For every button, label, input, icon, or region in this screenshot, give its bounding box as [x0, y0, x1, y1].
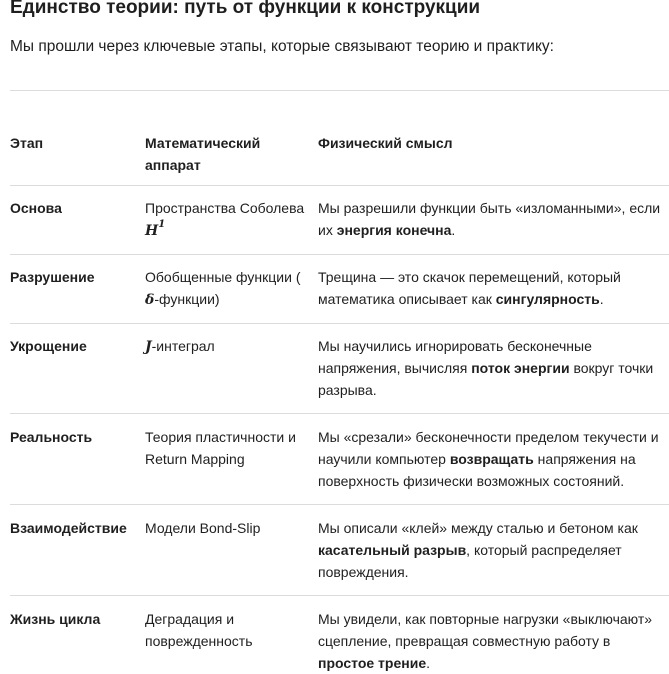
meaning-emphasis: энергия конечна — [336, 222, 452, 238]
math-cell — [145, 197, 310, 242]
meaning-emphasis: поток энергии — [471, 360, 570, 376]
math-text-suffix: -функции) — [154, 291, 220, 307]
header-stage: Этап — [10, 135, 44, 151]
meaning-emphasis: возвращать — [449, 451, 534, 467]
meaning-text-suffix: вокруг точки разрыва. — [318, 360, 654, 398]
meaning-text-suffix: , который распределяет повреждения. — [318, 542, 622, 580]
meaning-emphasis: сингулярность — [495, 291, 600, 307]
stage-cell: Реальность — [10, 429, 93, 445]
meaning-text: Мы разрешили функции быть «изломанными», если их — [318, 200, 661, 238]
math-text: Модели Bond-Slip — [145, 520, 261, 536]
meaning-cell — [318, 426, 669, 492]
meaning-text-suffix: . — [451, 222, 456, 238]
header-math: Математический аппарат — [145, 135, 261, 173]
meaning-cell — [318, 517, 669, 583]
meaning-text-suffix: . — [426, 655, 430, 671]
stage-cell: Укрощение — [10, 338, 87, 354]
math-text: Теория пластичности и Return Mapping — [145, 429, 296, 467]
math-superscript: 1 — [158, 219, 166, 231]
meaning-cell — [318, 608, 669, 674]
math-symbol: δ — [145, 292, 155, 308]
math-text: Обобщенные функции ( — [145, 269, 301, 285]
meaning-text: Мы описали «клей» между сталью и бетоном как — [318, 520, 638, 536]
stage-cell: Жизнь цикла — [10, 611, 101, 627]
meaning-text-suffix: . — [599, 291, 604, 307]
meaning-emphasis: простое трение — [318, 655, 427, 671]
meaning-cell — [318, 197, 669, 241]
math-cell — [145, 335, 310, 358]
math-cell — [145, 266, 310, 311]
row-divider — [10, 504, 669, 505]
math-symbol: J — [145, 339, 152, 355]
meaning-cell — [318, 335, 669, 401]
meaning-cell — [318, 266, 669, 310]
header-meaning: Физический смысл — [318, 135, 453, 151]
intro-text: Мы прошли через ключевые этапы, которые связывают теорию и практику: — [10, 38, 554, 55]
row-divider — [10, 413, 669, 414]
meaning-emphasis: касательный разрыв — [318, 542, 467, 558]
math-text-suffix: -интеграл — [151, 338, 215, 354]
math-text: Деградация и поврежденность — [145, 611, 253, 649]
math-text: Пространства Соболева — [145, 200, 305, 216]
stage-cell: Разрушение — [10, 269, 95, 285]
meaning-text: Мы научились игнорировать бесконечные напряжения, вычисляя — [318, 338, 592, 376]
math-cell — [145, 426, 310, 470]
meaning-text-suffix: напряжения на поверхность физически возможных состояний. — [318, 451, 636, 489]
meaning-text: Мы увидели, как повторные нагрузки «выключают» сцепление, превращая совместную работу в — [318, 611, 653, 649]
meaning-text: Трещина — это скачок перемещений, который математика описывает как — [318, 269, 621, 307]
stage-cell: Взаимодействие — [10, 520, 127, 536]
row-divider — [10, 254, 669, 255]
math-symbol: H — [145, 223, 159, 239]
table-top-divider — [10, 90, 669, 91]
page-title: Единство теории: путь от функции к конструкции — [10, 0, 481, 18]
math-cell — [145, 517, 310, 539]
row-divider — [10, 323, 669, 324]
row-divider — [10, 595, 669, 596]
row-divider — [10, 185, 669, 186]
stage-cell: Основа — [10, 200, 62, 216]
meaning-text: Мы «срезали» бесконечности пределом текучести и научили компьютер — [318, 429, 659, 467]
math-cell — [145, 608, 310, 652]
